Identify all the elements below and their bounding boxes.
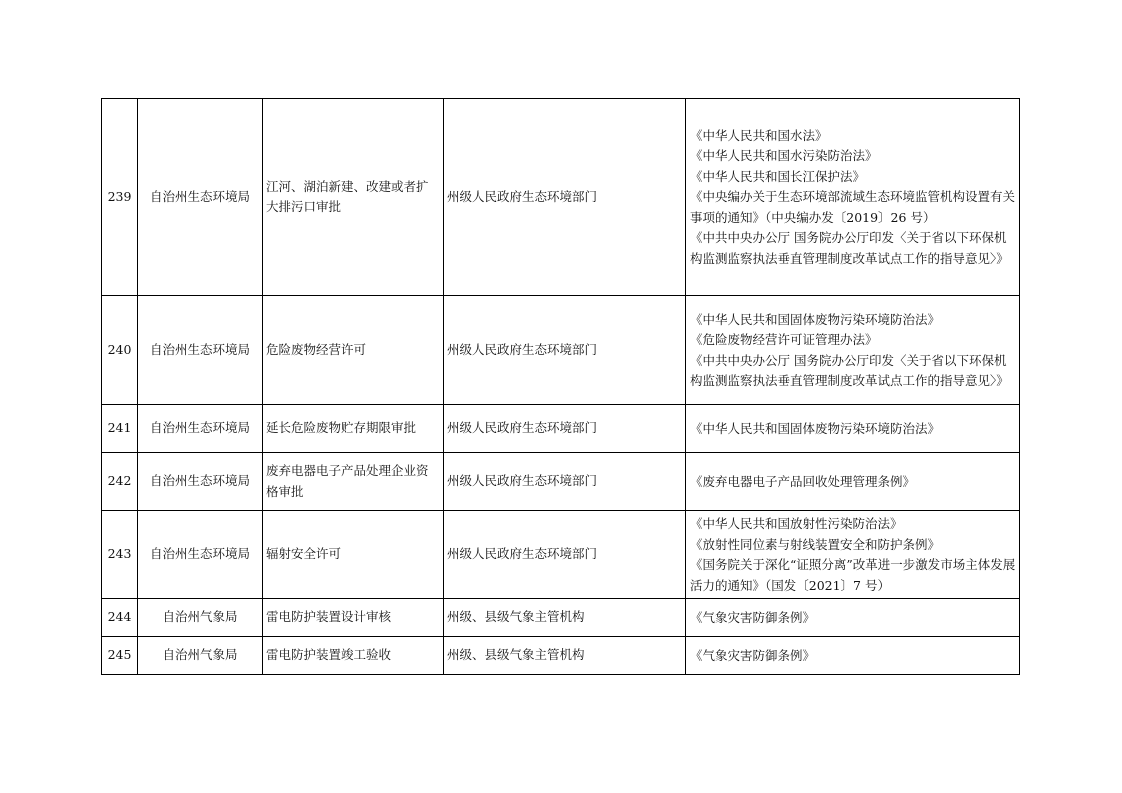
implementing-agency: 自治州生态环境局: [138, 453, 263, 511]
table-row: [102, 405, 1020, 453]
implementing-agency: 自治州生态环境局: [138, 99, 263, 296]
approval-item: 江河、湖泊新建、改建或者扩大排污口审批: [263, 99, 444, 296]
responsible-department: 州级人民政府生态环境部门: [444, 405, 686, 453]
approval-item: 辐射安全许可: [263, 511, 444, 599]
approval-items-table: [101, 98, 1020, 675]
legal-basis: [686, 453, 1020, 511]
approval-item: 危险废物经营许可: [263, 296, 444, 405]
implementing-agency: 自治州生态环境局: [138, 405, 263, 453]
row-number: 244: [102, 599, 138, 637]
table-row: [102, 599, 1020, 637]
implementing-agency: 自治州气象局: [138, 599, 263, 637]
responsible-department: 州级人民政府生态环境部门: [444, 99, 686, 296]
row-number: 245: [102, 637, 138, 675]
table-row: [102, 511, 1020, 599]
law-reference: 《中共中央办公厅 国务院办公厅印发〈关于省以下环保机构监测监察执法垂直管理制度改革试点工作的指导意见〉》: [690, 352, 1009, 388]
legal-basis: [686, 599, 1020, 637]
law-reference: 《中华人民共和国水法》: [690, 127, 828, 143]
law-reference: 《中华人民共和国长江保护法》: [690, 168, 866, 184]
law-reference: 《危险废物经营许可证管理办法》: [690, 332, 878, 347]
law-reference: 《中共中央办公厅 国务院办公厅印发〈关于省以下环保机构监测监察执法垂直管理制度改革试点工作的指导意见〉》: [690, 230, 1009, 266]
table-row: [102, 637, 1020, 675]
legal-basis: [686, 511, 1020, 599]
law-reference: 《中央编办关于生态环境部流域生态环境监管机构设置有关事项的通知》（中央编办发〔2019〕26 号）: [690, 189, 1016, 225]
row-number: 240: [102, 296, 138, 405]
row-number: 243: [102, 511, 138, 599]
law-reference: 《中华人民共和国固体废物污染环境防治法》: [690, 420, 941, 436]
law-reference: 《放射性同位素与射线装置安全和防护条例》: [690, 536, 941, 552]
table-row: [102, 99, 1020, 296]
law-reference: 《废弃电器电子产品回收处理管理条例》: [690, 473, 916, 489]
law-reference: 《中华人民共和国固体废物污染环境防治法》: [690, 311, 941, 327]
responsible-department: 州级、县级气象主管机构: [444, 599, 686, 637]
responsible-department: 州级人民政府生态环境部门: [444, 453, 686, 511]
legal-basis: [686, 296, 1020, 405]
legal-basis: [686, 637, 1020, 675]
law-reference: 《气象灾害防御条例》: [690, 647, 816, 663]
legal-basis: [686, 99, 1020, 296]
law-reference: 《中华人民共和国放射性污染防治法》: [690, 516, 903, 531]
law-reference: 《中华人民共和国水污染防治法》: [690, 148, 878, 164]
implementing-agency: 自治州生态环境局: [138, 511, 263, 599]
implementing-agency: 自治州气象局: [138, 637, 263, 675]
approval-item: 雷电防护装置设计审核: [263, 599, 444, 637]
approval-item: 废弃电器电子产品处理企业资格审批: [263, 453, 444, 511]
table-row: [102, 296, 1020, 405]
table-row: [102, 453, 1020, 511]
row-number: 239: [102, 99, 138, 296]
legal-basis: [686, 405, 1020, 453]
law-reference: 《气象灾害防御条例》: [690, 609, 816, 625]
implementing-agency: 自治州生态环境局: [138, 296, 263, 405]
row-number: 242: [102, 453, 138, 511]
responsible-department: 州级、县级气象主管机构: [444, 637, 686, 675]
responsible-department: 州级人民政府生态环境部门: [444, 511, 686, 599]
responsible-department: 州级人民政府生态环境部门: [444, 296, 686, 405]
approval-item: 延长危险废物贮存期限审批: [263, 405, 444, 453]
law-reference: 《国务院关于深化“证照分离”改革进一步激发市场主体发展活力的通知》（国发〔2021〕7 号）: [690, 557, 1016, 593]
approval-item: 雷电防护装置竣工验收: [263, 637, 444, 675]
row-number: 241: [102, 405, 138, 453]
